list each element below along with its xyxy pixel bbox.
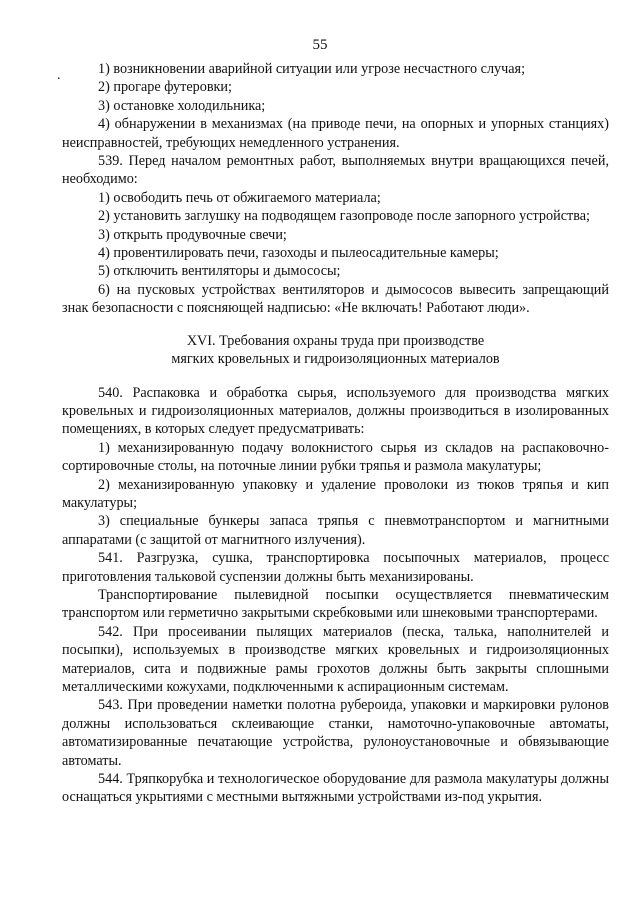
list-item: 6) на пусковых устройствах вентиляторов и дымососов вывесить запрещающий знак безопасности с поясняющей надписью: «Не включать! Работают люди». <box>62 281 609 317</box>
list-item: 2) механизированную упаковку и удаление проволоки из тюков тряпья и кип макулатуры; <box>62 476 609 511</box>
section-heading-line2: мягких кровельных и гидроизоляционных материалов <box>171 351 500 368</box>
list-item: 4) провентилировать печи, газоходы и пылеосадительные камеры; <box>98 245 499 262</box>
paragraph-543: 543. При проведении наметки полотна рубероида, упаковки и маркировки рулонов должны использоваться склеивающие станки, намоточно-упаковочные автоматы, автоматизированные печатающие устройства, рулоноустановочные и обвязывающие автоматы. <box>62 697 609 769</box>
paragraph-542: 542. При просеивании пылящих материалов (песка, талька, наполнителей и посыпки), используемых в производстве мягких кровельных и гидроизоляционных материалов, сита и подвижные рамы грохотов должны быть закрыты сплошными металлическими кожухами, подключенными к аспирационным системам. <box>62 623 609 695</box>
list-item: 1) освободить печь от обжигаемого материала; <box>98 189 381 206</box>
margin-mark: . <box>57 68 61 83</box>
section-heading <box>62 332 609 369</box>
paragraph-541: 541. Разгрузка, сушка, транспортировка посыпочных материалов, процесс приготовления тальковой суспензии должны быть механизированы. <box>62 550 609 585</box>
list-item: 2) прогаре футеровки; <box>98 79 232 96</box>
paragraph-540: 540. Распаковка и обработка сырья, используемого для производства мягких кровельных и гидроизоляционных материалов, должны производиться в изолированных помещениях, в которых следует предусматривать: <box>62 384 609 438</box>
paragraph-544: 544. Тряпкорубка и технологическое оборудование для размола макулатуры должны оснащаться укрытиями с местными вытяжными устройствами из-под укрытия. <box>62 771 609 806</box>
list-item: 4) обнаружении в механизмах (на приводе печи, на опорных и упорных станциях) неисправностей, требующих немедленного устранения. <box>62 116 609 151</box>
list-item: 5) отключить вентиляторы и дымососы; <box>98 263 341 280</box>
list-item: 1) возникновении аварийной ситуации или угрозе несчастного случая; <box>98 61 526 77</box>
list-item: 2) установить заглушку на подводящем газопроводе после запорного устройства; <box>98 208 590 225</box>
list-item: 3) специальные бункеры запаса тряпья с пневмотранспортом и магнитными аппаратами (с защитой от магнитного излучения). <box>62 513 609 548</box>
paragraph-539: 539. Перед началом ремонтных работ, выполняемых внутри вращающихся печей, необходимо: <box>62 153 609 188</box>
list-item: 3) остановке холодильника; <box>98 97 266 114</box>
paragraph-541-continued: Транспортирование пылевидной посыпки осуществляется пневматическим транспортом или герметично закрытыми скребковыми или шнековыми транспортерами. <box>62 586 609 622</box>
document-body <box>62 60 609 807</box>
list-item: 3) открыть продувочные свечи; <box>98 226 287 243</box>
list-item: 1) механизированную подачу волокнистого сырья из складов на распаковочно-сортировочные столы, на поточные линии рубки тряпья и размола макулатуры; <box>62 439 609 475</box>
section-heading-line1: XVI. Требования охраны труда при производстве <box>186 332 485 349</box>
page-number: 55 <box>312 37 328 53</box>
